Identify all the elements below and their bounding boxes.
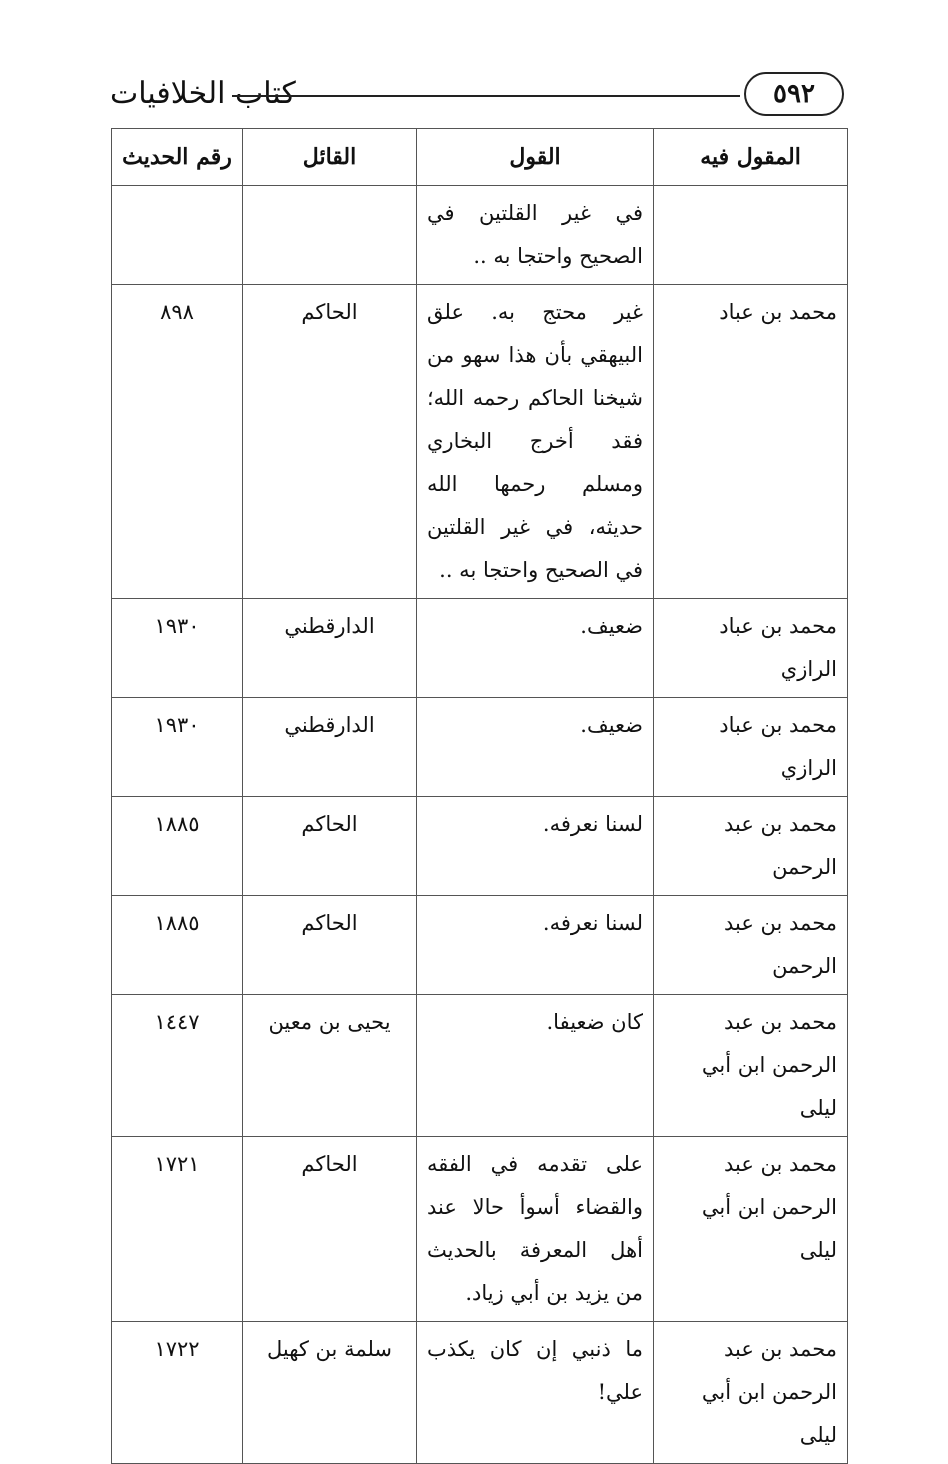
table-row — [112, 797, 848, 896]
table-row — [112, 698, 848, 797]
table-row — [112, 1137, 848, 1322]
header-hadith-number: رقم الحديث — [112, 129, 243, 186]
cell-saying: ضعيف. — [417, 698, 654, 797]
header-speaker: القائل — [243, 129, 417, 186]
cell-hadith-number: ٨٩٨ — [112, 285, 243, 599]
cell-saying: غير محتج به. علق البيهقي بأن هذا سهو من شيخنا الحاكم رحمه الله؛ فقد أخرج البخاري ومسلم رحمها الله حديثه، في غير القلتين في الصحيح واحتجا به .. — [417, 285, 654, 599]
page-number: ٥٩٢ — [744, 72, 844, 116]
table-row — [112, 285, 848, 599]
cell-speaker: الدارقطني — [243, 698, 417, 797]
cell-speaker — [243, 186, 417, 285]
table-row — [112, 599, 848, 698]
cell-speaker: سلمة بن كهيل — [243, 1322, 417, 1464]
cell-hadith-number: ١٧٢٢ — [112, 1322, 243, 1464]
header-person: المقول فيه — [654, 129, 848, 186]
cell-speaker: يحيى بن معين — [243, 995, 417, 1137]
narrators-table — [111, 128, 848, 1464]
cell-person: محمد بن عبد الرحمن ابن أبي ليلى — [654, 1137, 848, 1322]
cell-hadith-number: ١٩٣٠ — [112, 599, 243, 698]
cell-person: محمد بن عباد — [654, 285, 848, 599]
cell-saying: لسنا نعرفه. — [417, 896, 654, 995]
table-row — [112, 995, 848, 1137]
cell-saying: كان ضعيفا. — [417, 995, 654, 1137]
cell-person: محمد بن عباد الرازي — [654, 599, 848, 698]
cell-saying: على تقدمه في الفقه والقضاء أسوأ حالا عند أهل المعرفة بالحديث من يزيد بن أبي زياد. — [417, 1137, 654, 1322]
cell-speaker: الحاكم — [243, 1137, 417, 1322]
cell-saying: في غير القلتين في الصحيح واحتجا به .. — [417, 186, 654, 285]
cell-person: محمد بن عبد الرحمن — [654, 797, 848, 896]
cell-person: محمد بن عباد الرازي — [654, 698, 848, 797]
cell-speaker: الحاكم — [243, 285, 417, 599]
cell-hadith-number: ١٨٨٥ — [112, 797, 243, 896]
cell-person: محمد بن عبد الرحمن ابن أبي ليلى — [654, 995, 848, 1137]
page-header — [110, 70, 848, 122]
cell-person — [654, 186, 848, 285]
cell-saying: ما ذنبي إن كان يكذب علي! — [417, 1322, 654, 1464]
header-rule — [232, 95, 740, 97]
cell-hadith-number — [112, 186, 243, 285]
table-row — [112, 1322, 848, 1464]
header-saying: القول — [417, 129, 654, 186]
table-row — [112, 186, 848, 285]
cell-hadith-number: ١٤٤٧ — [112, 995, 243, 1137]
table-row — [112, 896, 848, 995]
cell-speaker: الحاكم — [243, 797, 417, 896]
cell-speaker: الدارقطني — [243, 599, 417, 698]
cell-saying: لسنا نعرفه. — [417, 797, 654, 896]
cell-speaker: الحاكم — [243, 896, 417, 995]
cell-person: محمد بن عبد الرحمن ابن أبي ليلى — [654, 1322, 848, 1464]
cell-hadith-number: ١٨٨٥ — [112, 896, 243, 995]
book-title: كتاب الخلافيات — [110, 76, 296, 111]
cell-person: محمد بن عبد الرحمن — [654, 896, 848, 995]
cell-saying: ضعيف. — [417, 599, 654, 698]
cell-hadith-number: ١٧٢١ — [112, 1137, 243, 1322]
table-header-row — [112, 129, 848, 186]
cell-hadith-number: ١٩٣٠ — [112, 698, 243, 797]
